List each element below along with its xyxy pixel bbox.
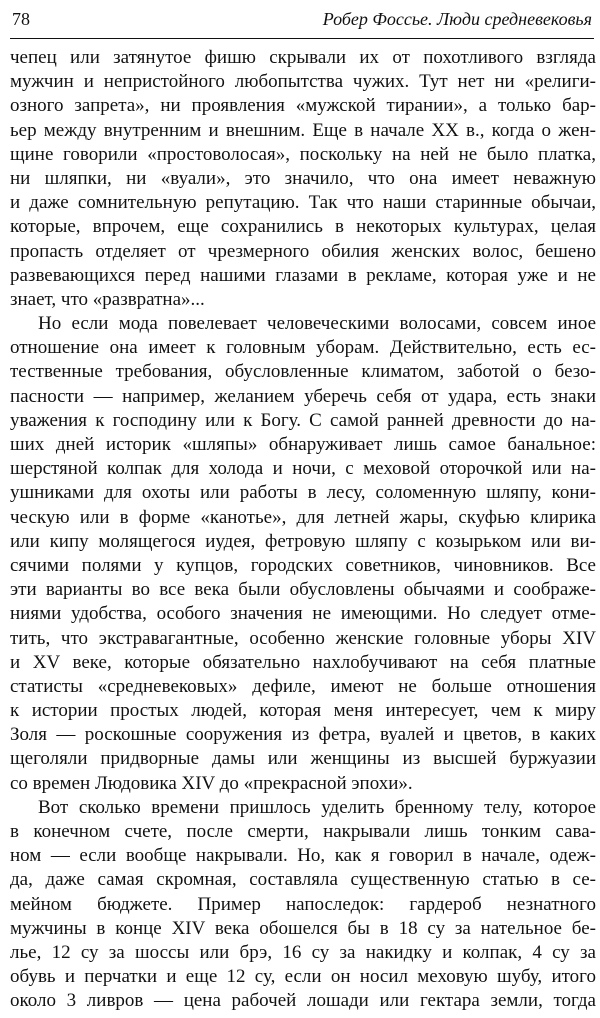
text-line: мужчины в конце XIV века обошелся бы в 18 су за нательное бе- [10, 917, 596, 939]
text-line: обувь и перчатки и еще 12 су, если он носил меховую шубу, итого [10, 966, 596, 988]
body-text [10, 46, 596, 1014]
text-line: развевающихся перед нашими глазами в рекламе, которая уже и не [10, 264, 596, 286]
text-line: ческую или в форме «канотье», для летней жары, скуфью клирика [10, 506, 596, 528]
text-line: Но если мода повелевает человеческими волосами, совсем иное [38, 313, 596, 335]
text-line: шерстяной колпак для холода и ночи, с меховой оторочкой или на- [10, 458, 596, 480]
running-title: Робер Фоссье. Люди средневековья [322, 9, 592, 29]
text-line: да, даже самая скромная, составляла существенную статью в се- [10, 869, 596, 891]
text-line: лье, 12 су за шоссы или брэ, 16 су за накидку и колпак, 4 су за [10, 941, 596, 963]
text-line: пропасть отделяет от чрезмерного обилия женских волос, бешено [10, 240, 596, 262]
text-line: знает, что «развратна»... [10, 288, 205, 310]
text-line: тить, что экстравагантные, особенно женские головные уборы XIV [10, 627, 596, 649]
text-line: сячими полями у купцов, городских советников, чиновников. Все [10, 554, 596, 576]
text-line: уважения к господину или к Богу. С самой ранней древности до на- [10, 409, 596, 431]
text-line: Вот сколько времени пришлось уделить бренному телу, которое [38, 796, 596, 818]
text-line: около 3 ливров — цена рабочей лошади или гектара земли, тогда [10, 990, 596, 1012]
text-line: Золя — роскошные сооружения из фетра, вуалей и цветов, в каких [10, 724, 596, 746]
text-line: щеголяли придворные дамы или женщины из высшей буржуазии [10, 748, 596, 770]
text-line: эти варианты во все века были обусловлены обычаями и соображе- [10, 579, 596, 601]
text-line: озного запрета», ни проявления «мужской тирании», а только бар- [10, 95, 596, 117]
text-line: отношение она имеет к головным уборам. Действительно, есть ес- [10, 337, 596, 359]
paragraph-2 [10, 312, 596, 796]
text-line: щине говорили «простоволосая», поскольку на ней не было платка, [10, 143, 596, 165]
paragraph-1 [10, 46, 596, 312]
running-head [12, 6, 592, 32]
text-line: ших дней историк «шляпы» обнаруживает лишь самое банальное: [10, 434, 596, 455]
text-line: и XV веке, которые обязательно нахлобучивают на себя платные [10, 651, 596, 673]
text-line: ни шляпки, ни «вуали», это значило, что она имеет неважную [10, 167, 596, 189]
text-line: или кипу молящегося иудея, фетровую шляпу с козырьком или ви- [10, 530, 596, 552]
text-line: статисты «средневековых» дефиле, имеют не больше отношения [10, 675, 596, 697]
text-line: пасности — например, желанием уберечь себя от удара, есть знаки [10, 385, 596, 407]
text-line: ниями удобства, особого значения не имеющими. Но следует отме- [10, 603, 596, 625]
page-number: 78 [12, 9, 30, 29]
text-line: ном — если вообще накрывали. Но, как я говорил в начале, одеж- [10, 845, 596, 867]
text-line: чепец или затянутое фишю скрывали их от похотливого взгляда [10, 47, 596, 68]
text-line: в конечном счете, после смерти, накрывали лишь тонким сава- [10, 821, 596, 842]
text-line: к истории простых людей, которая меня интересует, чем к миру [10, 700, 596, 722]
text-line: ьер между внутренним и внешним. Еще в начале XX в., когда о жен- [10, 119, 596, 141]
text-line: ушниками для охоты или работы в лесу, соломенную шляпу, кони- [10, 482, 596, 504]
text-line: тественные требования, обусловленные климатом, заботой о безо- [10, 361, 596, 383]
text-line: и даже сомнительную репутацию. Так что наши старинные обычаи, [10, 192, 596, 214]
text-line: мейном бюджете. Пример напоследок: гардероб незнатного [10, 893, 596, 915]
header-rule [10, 38, 594, 39]
paragraph-3 [10, 796, 596, 1014]
text-line: со времен Людовика XIV до «прекрасной эпохи». [10, 772, 413, 794]
text-line: мужчин и непристойного любопытства чужих. Тут нет ни «религи- [10, 71, 596, 93]
text-line: которые, впрочем, еще сохранились в некоторых культурах, целая [10, 216, 596, 238]
